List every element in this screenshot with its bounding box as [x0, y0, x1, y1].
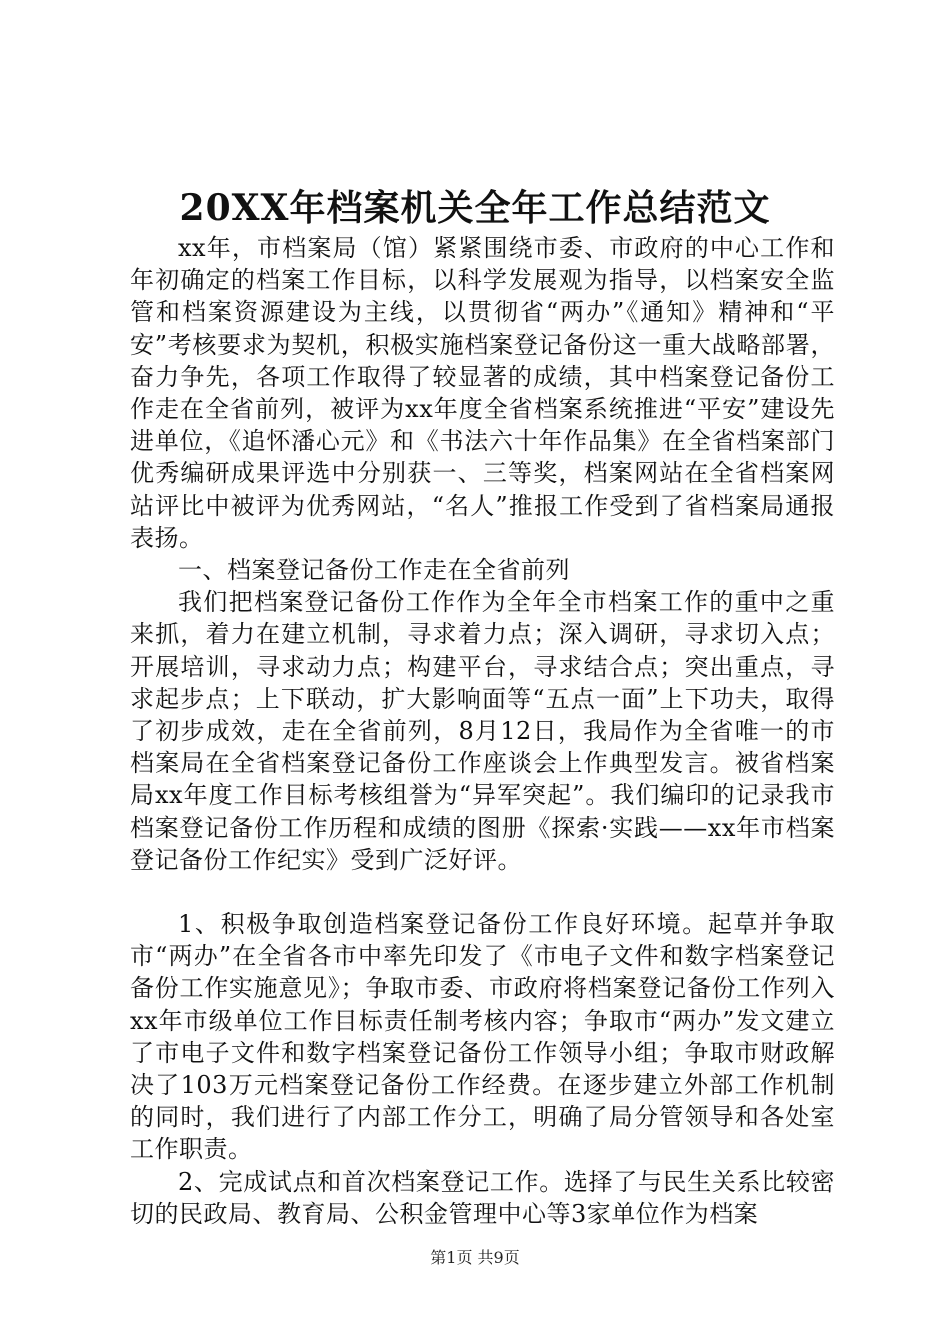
- page-number: 第1页 共9页: [430, 1248, 520, 1267]
- document-title: 20XX年档案机关全年工作总结范文: [179, 187, 771, 229]
- item-1-paragraph: 1、积极争取创造档案登记备份工作良好环境。起草并争取市“两办”在全省各市中率先印发了《市电子文件和数字档案登记备份工作实施意见》；争取市委、市政府将档案登记备份工作列入xx年市级单位工作目标责任制考核内容；争取市“两办”发文建立了市电子文件和数字档案登记备份工作领导小组；争取市财政解决了103万元档案登记备份工作经费。在逐步建立外部工作机制的同时，我们进行了内部工作分工，明确了局分管领导和各处室工作职责。: [130, 910, 835, 1164]
- document-body: [130, 232, 835, 1230]
- paragraph-gap: [130, 876, 835, 908]
- intro-paragraph: xx年，市档案局（馆）紧紧围绕市委、市政府的中心工作和年初确定的档案工作目标，以科学发展观为指导，以档案安全监管和档案资源建设为主线，以贯彻省“两办”《通知》精神和“平安”考核要求为契机，积极实施档案登记备份这一重大战略部署，奋力争先，各项工作取得了较显著的成绩，其中档案登记备份工作走在全省前列，被评为xx年度全省档案系统推进“平安”建设先进单位，《追怀潘心元》和《书法六十年作品集》在全省档案部门优秀编研成果评选中分别获一、三等奖，档案网站在全省档案网站评比中被评为优秀网站，“名人”推报工作受到了省档案局通报表扬。: [130, 234, 835, 552]
- item-2-paragraph: 2、完成试点和首次档案登记工作。选择了与民生关系比较密切的民政局、教育局、公积金管理中心等3家单位作为档案: [130, 1167, 835, 1228]
- section-heading: 一、档案登记备份工作走在全省前列: [178, 556, 570, 585]
- section-paragraph: 我们把档案登记备份工作作为全年全市档案工作的重中之重来抓，着力在建立机制，寻求着力点；深入调研，寻求切入点；开展培训，寻求动力点；构建平台，寻求结合点；突出重点，寻求起步点；上下联动，扩大影响面等“五点一面”上下功夫，取得了初步成效，走在全省前列，8月12日，我局作为全省唯一的市档案局在全省档案登记备份工作座谈会上作典型发言。被省档案局xx年度工作目标考核组誉为“异军突起”。我们编印的记录我市档案登记备份工作历程和成绩的图册《探索·实践——xx年市档案登记备份工作纪实》受到广泛好评。: [130, 588, 835, 874]
